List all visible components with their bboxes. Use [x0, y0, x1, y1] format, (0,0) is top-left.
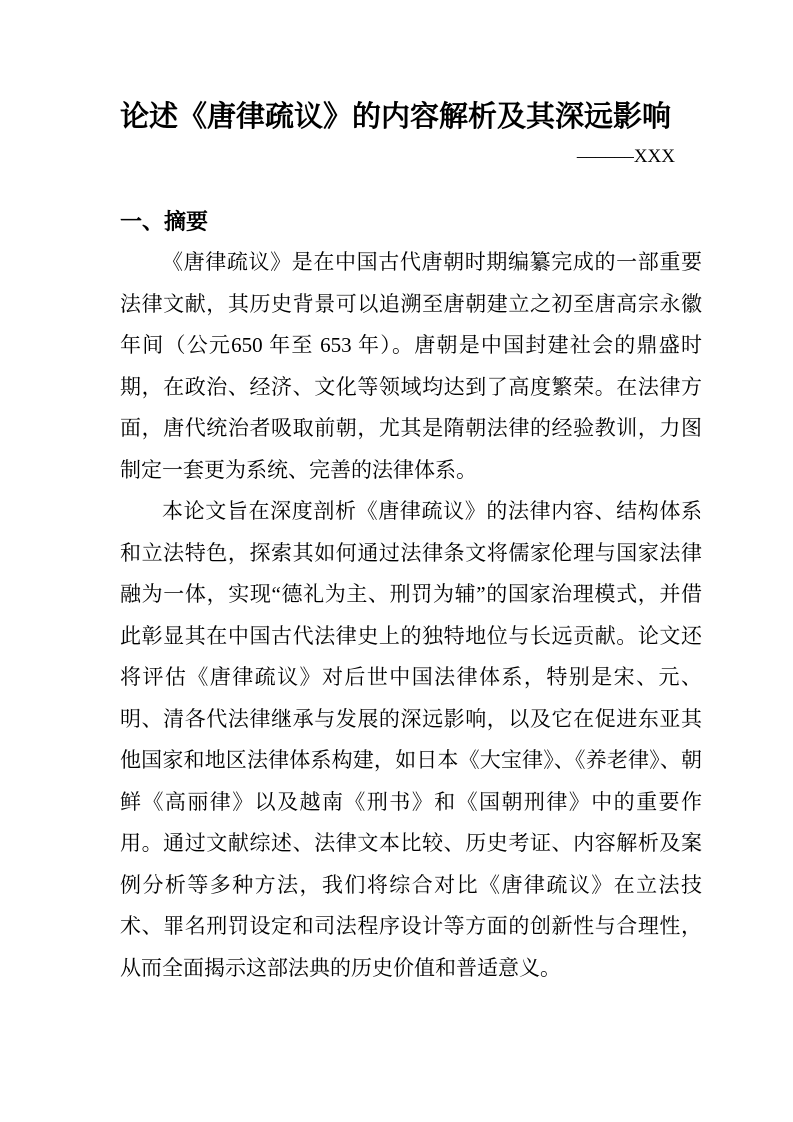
author-byline: ––––––XXX [576, 146, 675, 167]
section-heading-abstract: 一、摘要 [120, 209, 209, 234]
abstract-paragraph-1: 《唐律疏议》是在中国古代唐朝时期编纂完成的一部重要法律文献，其历史背景可以追溯至唐朝建立之初至唐高宗永徽年间（公元650 年至 653 年）。唐朝是中国封建社会的鼎盛时期，在政治、经济、文化等领域均达到了高度繁荣。在法律方面，唐代统治者吸取前朝，尤其是隋朝法律的经验教训，力图制定一套更为系统、完善的法律体系。 [120, 250, 702, 482]
abstract-paragraph-2: 本论文旨在深度剖析《唐律疏议》的法律内容、结构体系和立法特色，探索其如何通过法律条文将儒家伦理与国家法律融为一体，实现“德礼为主、刑罚为辅”的国家治理模式，并借此彰显其在中国古代法律史上的独特地位与长远贡献。论文还将评估《唐律疏议》对后世中国法律体系，特别是宋、元、明、清各代法律继承与发展的深远影响，以及它在促进东亚其他国家和地区法律体系构建，如日本《大宝律》、《养老律》、朝鲜《高丽律》以及越南《刑书》和《国朝刑律》中的重要作用。通过文献综述、法律文本比较、历史考证、内容解析及案例分析等多种方法，我们将综合对比《唐律疏议》在立法技术、罪名刑罚设定和司法程序设计等方面的创新性与合理性，从而全面揭示这部法典的历史价值和普适意义。 [120, 499, 702, 980]
document-title: 论述《唐律疏议》的内容解析及其深远影响 [120, 101, 672, 133]
